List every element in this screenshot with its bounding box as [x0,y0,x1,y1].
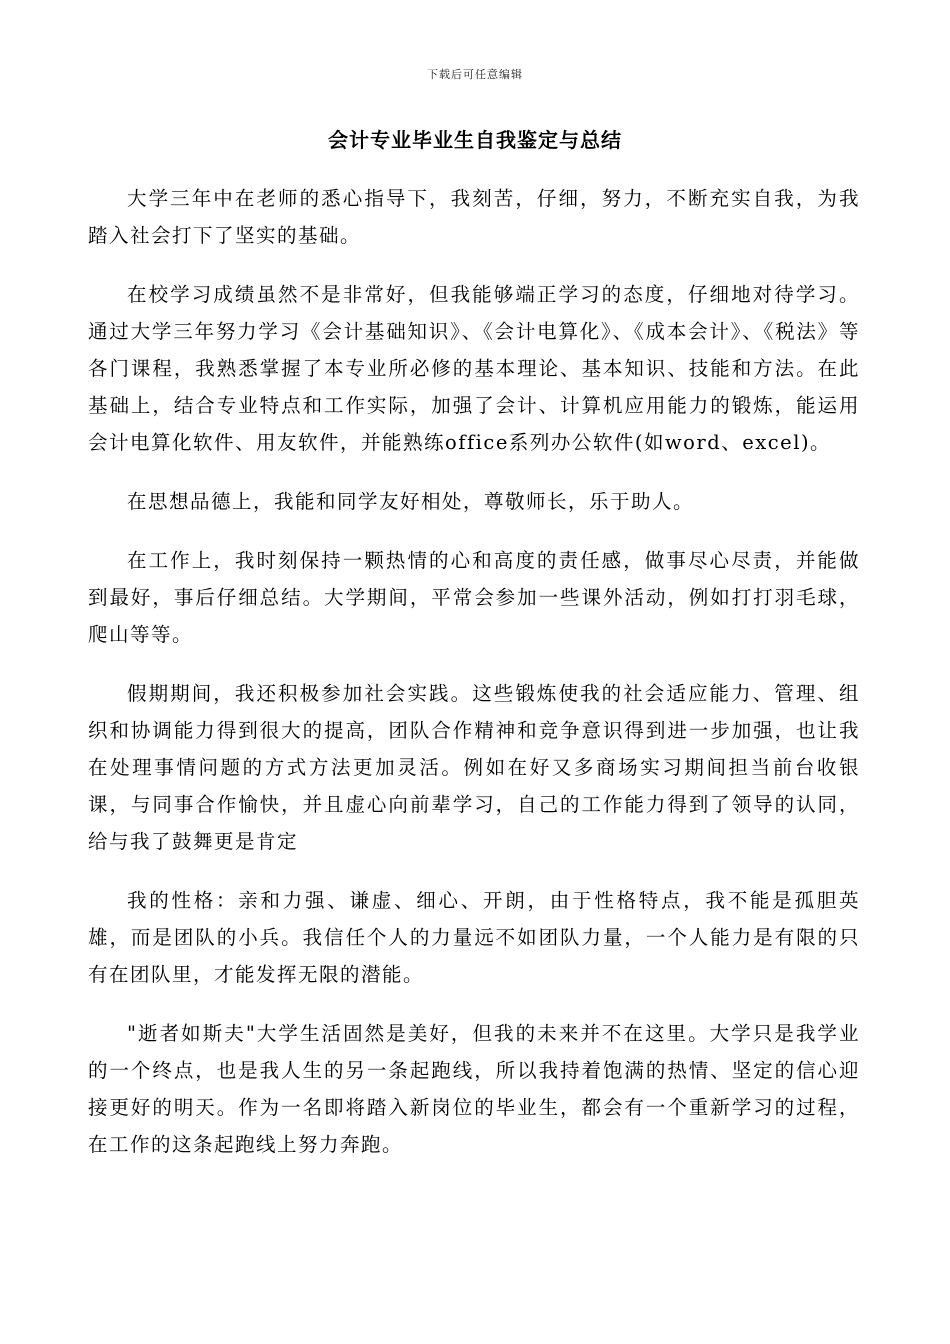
paragraph-practice: 假期期间，我还积极参加社会实践。这些锻炼使我的社会适应能力、管理、组织和协调能力得到很大的提高，团队合作精神和竞争意识得到进一步加强，也让我在处理事情问题的方式方法更加灵活。例如在好又多商场实习期间担当前台收银课，与同事合作愉快，并且虚心向前辈学习，自己的工作能力得到了领导的认同，给与我了鼓舞更是肯定 [88,682,860,853]
header-note: 下载后可任意编辑 [427,68,523,81]
paragraph-morality: 在思想品德上，我能和同学友好相处，尊敬师长，乐于助人。 [127,490,695,513]
paragraph-study: 在校学习成绩虽然不是非常好，但我能够端正学习的态度，仔细地对待学习。通过大学三年努力学习《会计基础知识》、《会计电算化》、《成本会计》、《税法》等各门课程，我熟悉掌握了本专业所必修的基本理论、基本知识、技能和方法。在此基础上，结合专业特点和工作实际，加强了会计、计算机应用能力的锻炼，能运用会计电算化软件、用友软件，并能熟练office系列办公软件(如word、excel)。 [88,283,860,454]
document-title: 会计专业毕业生自我鉴定与总结 [328,128,622,152]
document-body [88,180,860,1185]
paragraph-work: 在工作上，我时刻保持一颗热情的心和高度的责任感，做事尽心尽责，并能做到最好，事后仔细总结。大学期间，平常会参加一些课外活动，例如打打羽毛球，爬山等等。 [88,549,860,646]
paragraph-personality: 我的性格：亲和力强、谦虚、细心、开朗，由于性格特点，我不能是孤胆英雄，而是团队的小兵。我信任个人的力量远不如团队力量，一个人能力是有限的只有在团队里，才能发挥无限的潜能。 [88,889,860,986]
paragraph-conclusion: "逝者如斯夫"大学生活固然是美好，但我的未来并不在这里。大学只是我学业的一个终点，也是我人生的另一条起跑线，所以我持着饱满的热情、坚定的信心迎接更好的明天。作为一名即将踏入新岗位的毕业生，都会有一个重新学习的过程，在工作的这条起跑线上努力奔跑。 [88,1022,860,1156]
paragraph-intro: 大学三年中在老师的悉心指导下，我刻苦，仔细，努力，不断充实自我，为我踏入社会打下了坚实的基础。 [88,187,860,247]
